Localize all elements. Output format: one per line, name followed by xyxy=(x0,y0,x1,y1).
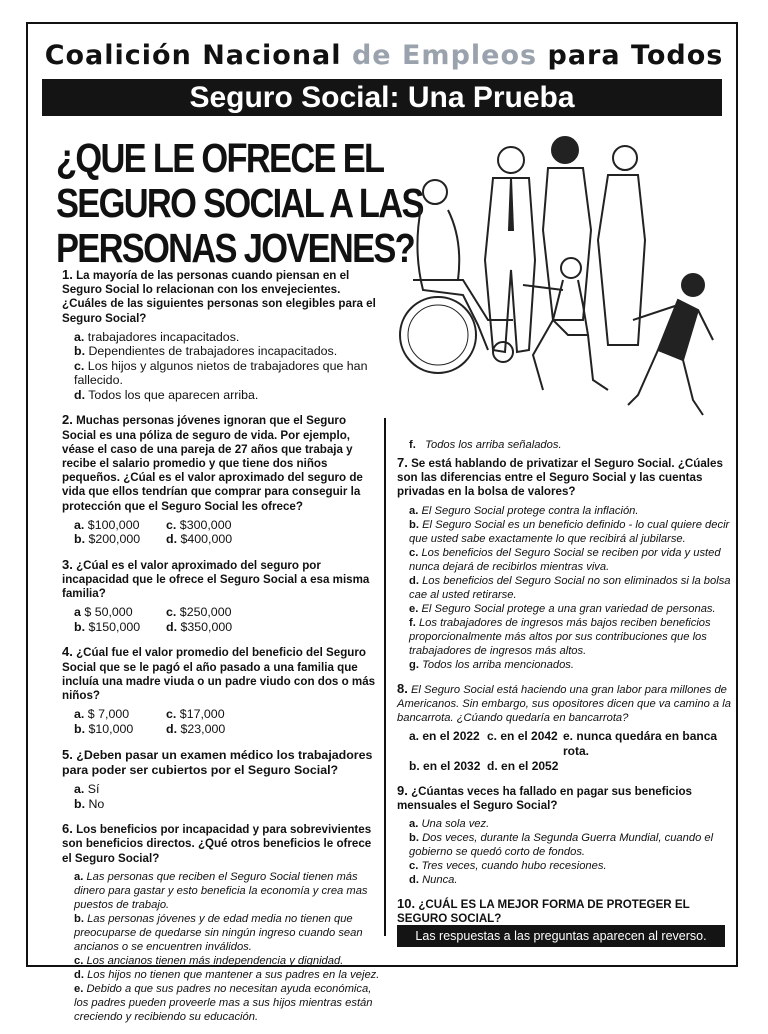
question-2-text: Muchas personas jóvenes ignoran que el Seguro Social es una póliza de seguro de vida. Por ejemplo, véase el caso de una pareja de 27 años que trabaja y recibe el salario promedio y que tiene dos niños pequeños. ¿Cúal es el valor aproximado del seguro de vida que ellos tendrían que comprar para conseguir la protección que el Seguro Social les ofrece? xyxy=(62,414,363,513)
question-10-number: 10. xyxy=(397,896,416,912)
question-4-number: 4. xyxy=(62,644,73,660)
question-1-text: La mayoría de las personas cuando piensan en el Seguro Social lo relacionan con los envejecientes. ¿Cuáles de las siguientes personas son elegibles para el Seguro Social? xyxy=(62,269,376,325)
q3-option-b: b. $150,000 xyxy=(74,619,141,634)
q6-option-c: c. Los ancianos tienen más independencia y dignidad. xyxy=(74,954,344,967)
question-2-number: 2. xyxy=(62,412,73,428)
org-title-part2: de Empleos xyxy=(351,40,538,71)
q6-option-f: f. Todos los arriba señalados. xyxy=(409,439,562,451)
q4-option-b: b. $10,000 xyxy=(74,721,134,736)
question-5-number: 5. xyxy=(62,747,73,763)
q8-option-c: c. en el 2042 xyxy=(487,728,558,743)
q3-option-d: d. $350,000 xyxy=(166,619,233,634)
question-4 xyxy=(62,645,380,703)
question-3 xyxy=(62,558,380,602)
org-title-part1: Coalición Nacional xyxy=(44,40,342,71)
q3-option-a: a $ 50,000 xyxy=(74,605,133,620)
q7-option-g: g. Todos los arriba mencionados. xyxy=(409,658,575,671)
left-column xyxy=(62,268,380,1034)
question-1 xyxy=(62,268,380,326)
question-10 xyxy=(397,897,731,926)
question-1-options xyxy=(74,330,380,403)
q6-option-a: a. Las personas que reciben el Seguro Social tienen más dinero para gastar y esto beneficia la economía y crea mas puestos de trabajo. xyxy=(74,870,368,911)
q8-option-b: b. en el 2032 xyxy=(409,758,481,773)
question-7 xyxy=(397,456,731,500)
q2-option-b: b. $200,000 xyxy=(74,532,141,547)
q4-option-c: c. $17,000 xyxy=(166,707,225,722)
question-8-options xyxy=(409,729,731,774)
headline-line-3: PERSONAS JOVENES? xyxy=(56,225,415,271)
question-6 xyxy=(62,822,380,866)
question-4-options xyxy=(74,707,380,736)
question-9 xyxy=(397,784,731,813)
group-of-people-image xyxy=(393,120,728,440)
q7-option-a: a. El Seguro Social protege contra la inflación. xyxy=(409,504,639,517)
q9-option-b: b. Dos veces, durante la Segunda Guerra Mundial, cuando el gobierno se quedó corto de fondos. xyxy=(409,832,714,859)
question-7-number: 7. xyxy=(397,455,408,470)
question-7-text: Se está hablando de privatizar el Seguro Social. ¿Cúales son las diferencias entre el Seguro Social y las cuentas privadas en la bolsa de valores? xyxy=(397,457,723,499)
q8-option-a: a. en el 2022 xyxy=(409,728,480,743)
q5-option-a: a. Sí xyxy=(74,782,100,797)
q6-option-d: d. Los hijos no tienen que mantener a sus padres en la vejez. xyxy=(74,968,380,981)
q6-option-e: e. Debido a que sus padres no necesitan ayuda económica, los padres pueden proveerle mas a sus hijos mientras están creciendo y recibiendo su educación. xyxy=(74,982,373,1023)
q7-option-f: f. Los trabajadores de ingresos más bajos reciben beneficios proporcionalmente más altos por sus contribuciones que los trabajadores de ingresos más altos. xyxy=(409,616,711,657)
q2-option-d: d. $400,000 xyxy=(166,532,233,547)
question-6-number: 6. xyxy=(62,821,73,837)
question-1-number: 1. xyxy=(62,267,73,282)
question-8 xyxy=(397,682,731,725)
answers-note: Las respuestas a las preguntas aparecen al reverso. xyxy=(397,925,725,947)
q9-option-d: d. Nunca. xyxy=(409,874,458,887)
q1-option-c: c. Los hijos y algunos nietos de trabajadores que han fallecido. xyxy=(74,358,368,388)
question-7-options xyxy=(409,504,731,672)
q7-option-e: e. El Seguro Social protege a una gran variedad de personas. xyxy=(409,602,716,615)
q3-option-c: c. $250,000 xyxy=(166,605,232,620)
q9-option-a: a. Una sola vez. xyxy=(409,818,490,831)
people-illustration xyxy=(393,120,728,440)
question-2 xyxy=(62,413,380,513)
headline-line-1: ¿QUE LE OFRECE EL xyxy=(56,135,384,181)
q7-option-c: c. Los beneficios del Seguro Social se reciben por vida y usted nunca dejará de recibirlos mientras viva. xyxy=(409,546,721,573)
q1-option-b: b. Dependientes de trabajadores incapacitados. xyxy=(74,344,338,359)
right-column xyxy=(397,438,731,930)
question-3-options xyxy=(74,605,380,634)
question-2-options xyxy=(74,518,380,547)
quiz-banner: Seguro Social: Una Prueba xyxy=(42,79,722,116)
question-4-text: ¿Cúal fue el valor promedio del beneficio del Seguro Social que se le pagó el año pasado a una familia que incluía una madre viuda o un padre viudo con dos o más niños? xyxy=(62,646,376,702)
q4-option-d: d. $23,000 xyxy=(166,721,226,736)
q6-option-b: b. Las personas jóvenes y de edad media no tienen que preocuparse de quedarse sin ningún ingreso cuando sean ancianos o se encuentren inválidos. xyxy=(74,912,363,953)
org-title-part3: para Todos xyxy=(547,40,724,71)
question-9-number: 9. xyxy=(397,782,408,798)
q8-option-e: e. nunca quedára en banca rota. xyxy=(563,728,718,758)
question-6-text: Los beneficios por incapacidad y para sobrevivientes son beneficios directos. ¿Qué otros beneficios le ofrece el Seguro Social? xyxy=(62,823,372,865)
question-10-text: ¿CUÁL ES LA MEJOR FORMA DE PROTEGER EL SEGURO SOCIAL? xyxy=(397,898,690,926)
question-3-text: ¿Cúal es el valor aproximado del seguro por incapacidad que le ofrece el Seguro Social a esa misma familia? xyxy=(62,558,370,601)
question-8-number: 8. xyxy=(397,680,408,696)
q5-option-b: b. No xyxy=(74,796,105,811)
question-9-text: ¿Cúantas veces ha fallado en pagar sus beneficios mensuales el Seguro Social? xyxy=(397,784,693,812)
question-3-number: 3. xyxy=(62,556,73,572)
q9-option-c: c. Tres veces, cuando hubo recesiones. xyxy=(409,860,607,873)
q7-option-b: b. El Seguro Social es un beneficio definido - lo cual quiere decir que usted sabe exactamente lo que recibirá al jubilarse. xyxy=(409,518,730,545)
question-6-options xyxy=(74,870,380,1024)
headline-line-2: SEGURO SOCIAL A LAS xyxy=(56,180,423,226)
q4-option-a: a. $ 7,000 xyxy=(74,707,130,722)
question-5 xyxy=(62,747,380,778)
question-5-options xyxy=(74,782,380,811)
q2-option-c: c. $300,000 xyxy=(166,517,232,532)
question-9-options xyxy=(409,817,731,887)
q8-option-d: d. en el 2052 xyxy=(487,758,559,773)
column-divider xyxy=(384,418,386,936)
question-5-text: ¿Deben pasar un examen médico los trabajadores para poder ser cubiertos por el Seguro Social? xyxy=(62,748,373,778)
page-headline xyxy=(56,135,423,271)
q2-option-a: a. $100,000 xyxy=(74,517,140,532)
organization-title xyxy=(30,40,738,71)
q7-option-d: d. Los beneficios del Seguro Social no son eliminados si la bolsa cae al usted retirarse. xyxy=(409,574,731,601)
question-8-text: El Seguro Social está haciendo una gran labor para millones de Americanos. Sin embargo, sus opositores dicen que va camino a la bancarrota. ¿Cúando quedaría en bancarrota? xyxy=(397,683,731,724)
q1-option-d: d. Todos los que aparecen arriba. xyxy=(74,387,259,402)
q1-option-a: a. trabajadores incapacitados. xyxy=(74,329,240,344)
